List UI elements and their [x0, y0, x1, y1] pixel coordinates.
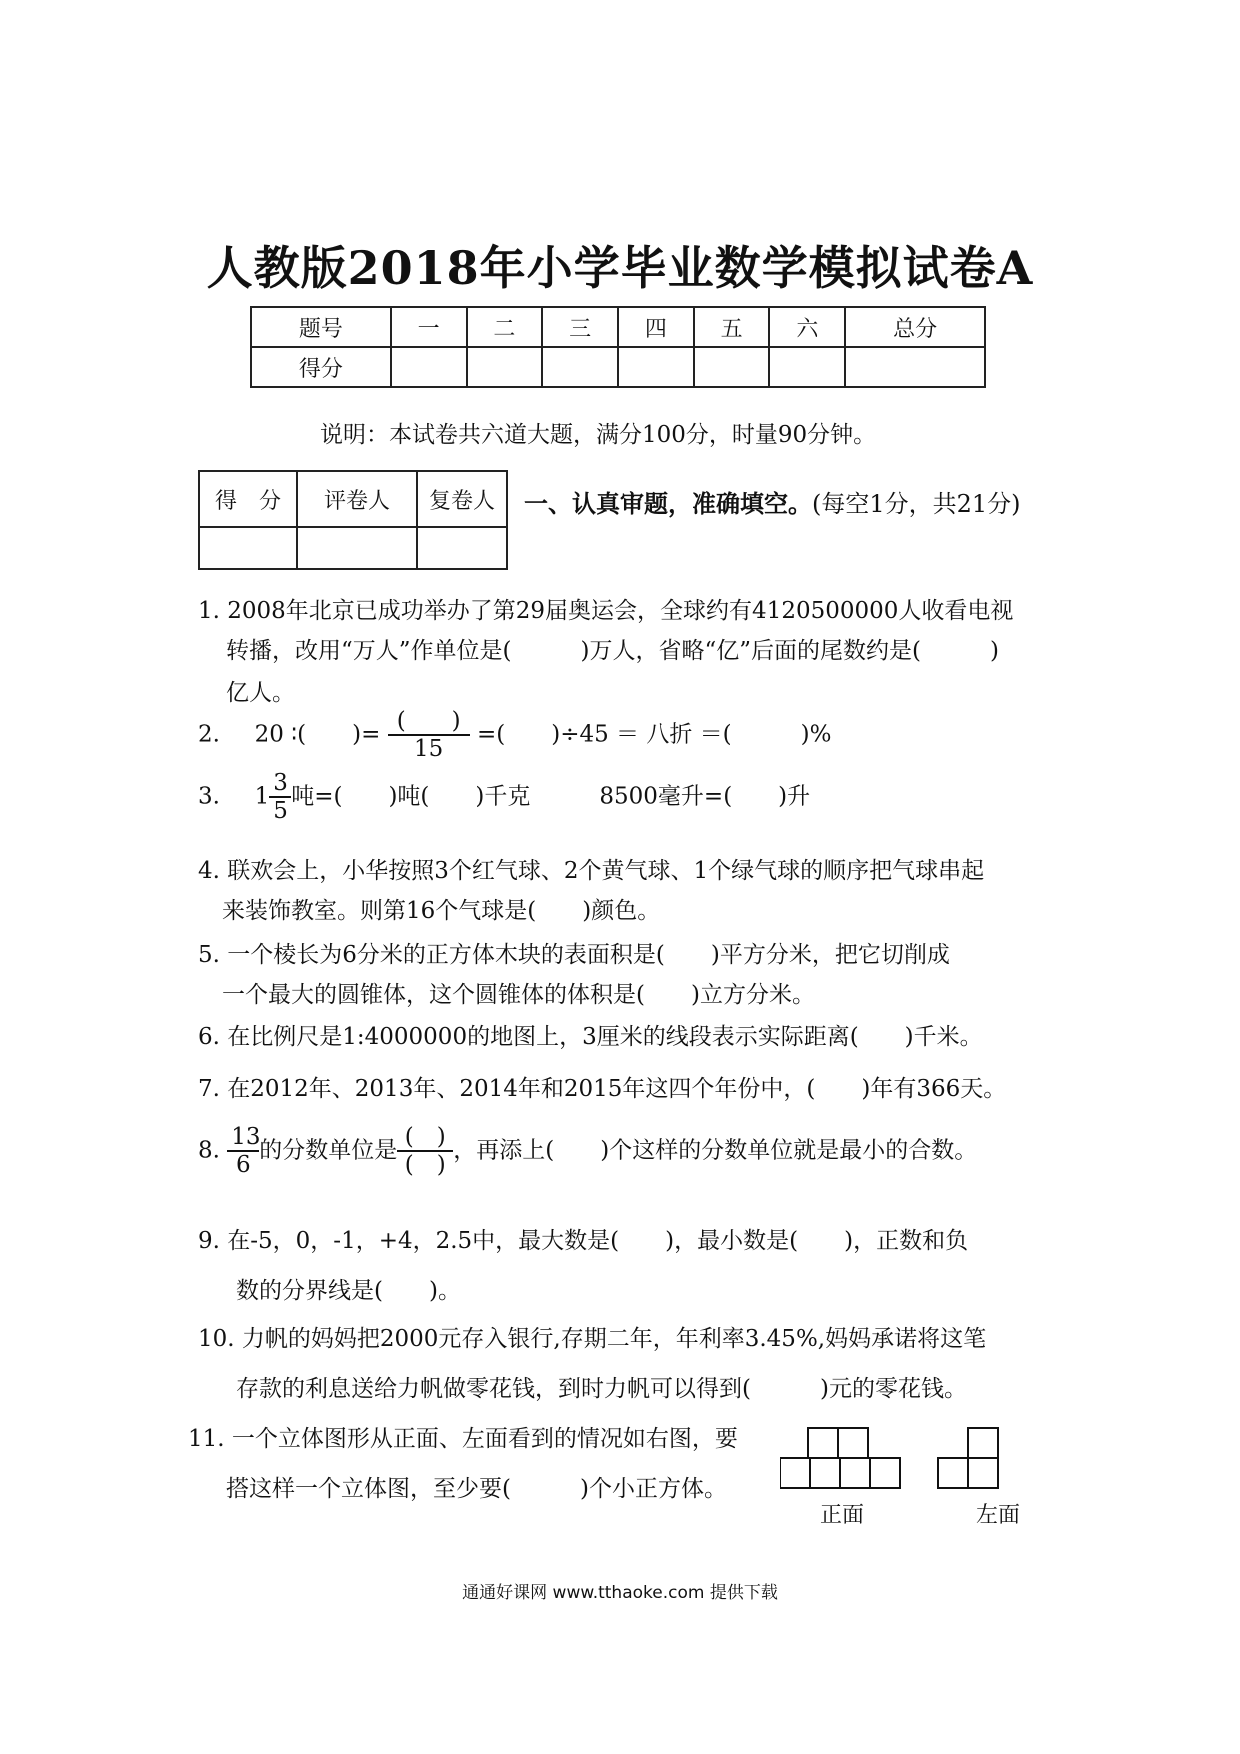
front-view-cube [870, 1458, 900, 1488]
question-9-line-1: 9. 在-5，0，-1，+4，2.5中，最大数是( )，最小数是( )，正数和负 [198, 1228, 969, 1254]
question-11-line-2: 搭这样一个立体图，至少要( )个小正方体。 [226, 1476, 727, 1502]
left-view [938, 1428, 998, 1488]
question-2-fraction [388, 708, 470, 763]
question-3-number: 3. [198, 783, 220, 810]
fraction-denominator: 5 [273, 798, 288, 825]
score-header-cell: 三 [542, 307, 618, 347]
page-title: 人教版2018年小学毕业数学模拟试卷A [206, 241, 1034, 295]
question-2-part-a: 20 ∶( )= [254, 721, 381, 748]
fraction-denominator: ( ) [404, 1152, 446, 1179]
left-view-cube [938, 1458, 968, 1488]
fraction-numerator: ( ) [397, 1124, 453, 1152]
grader-table [198, 470, 508, 570]
grader-cell[interactable] [199, 527, 297, 569]
question-8-mid: 的分数单位是 [259, 1137, 398, 1164]
front-view-cube [780, 1458, 810, 1488]
score-cell[interactable] [845, 347, 985, 387]
question-9-line-2: 数的分界线是( )。 [236, 1278, 461, 1304]
question-1-line-2: 转播，改用“万人”作单位是( )万人，省略“亿”后面的尾数约是( ) [226, 638, 999, 664]
score-header-cell: 总分 [845, 307, 985, 347]
grader-cell[interactable] [417, 527, 507, 569]
question-2 [198, 708, 831, 763]
grader-header-cell: 复卷人 [417, 471, 507, 527]
grader-table-header-row [199, 471, 507, 527]
left-view-label: 左面 [976, 1503, 1021, 1528]
question-1-line-1: 1. 2008年北京已成功举办了第29届奥运会，全球约有4120500000人收看电视 [198, 598, 1014, 624]
question-10-line-2: 存款的利息送给力帆做零花钱，到时力帆可以得到( )元的零花钱。 [236, 1376, 967, 1402]
question-5-line-2: 一个最大的圆锥体，这个圆锥体的体积是( )立方分米。 [222, 982, 815, 1008]
grader-header-cell: 得 分 [199, 471, 297, 527]
question-8-rest: ，再添上( )个这样的分数单位就是最小的合数。 [453, 1137, 978, 1164]
question-6: 6. 在比例尺是1:4000000的地图上，3厘米的线段表示实际距离( )千米。 [198, 1024, 983, 1050]
question-1-line-3: 亿人。 [226, 680, 295, 706]
question-3-rest: 吨=( )吨( )千克 8500毫升=( )升 [291, 783, 811, 810]
grader-table-input-row [199, 527, 507, 569]
score-cell[interactable] [391, 347, 467, 387]
question-8 [198, 1124, 977, 1179]
score-cell[interactable] [542, 347, 618, 387]
question-5-line-1: 5. 一个棱长为6分米的正方体木块的表面积是( )平方分米，把它切削成 [198, 942, 950, 968]
section-1-title [524, 484, 1021, 519]
question-8-number: 8. [198, 1137, 220, 1164]
score-table-header-row [251, 307, 985, 347]
score-header-cell: 六 [769, 307, 845, 347]
question-11-line-1: 11. 一个立体图形从正面、左面看到的情况如右图，要 [188, 1426, 738, 1452]
fraction-denominator: 6 [235, 1152, 251, 1179]
score-cell[interactable] [694, 347, 770, 387]
section-1-title-bold: 一、认真审题，准确填空。 [524, 490, 812, 518]
question-7: 7. 在2012年、2013年、2014年和2015年这四个年份中，( )年有366天。 [198, 1076, 1007, 1102]
question-8-blank-fraction [397, 1124, 453, 1179]
front-view-cube [810, 1458, 840, 1488]
front-view-cube [840, 1458, 870, 1488]
fraction-denominator: 15 [414, 736, 444, 763]
section-1-title-points: (每空1分，共21分) [812, 490, 1021, 518]
grader-cell[interactable] [297, 527, 417, 569]
score-cell[interactable] [618, 347, 694, 387]
page-footer: 通通好课网 www.tthaoke.com 提供下载 [462, 1583, 778, 1603]
score-cell[interactable] [769, 347, 845, 387]
question-8-fraction [227, 1124, 259, 1179]
score-header-cell: 四 [618, 307, 694, 347]
question-3-fraction [269, 770, 291, 825]
question-10-line-1: 10. 力帆的妈妈把2000元存入银行,存期二年，年利率3.45%,妈妈承诺将这笔 [198, 1326, 987, 1352]
fraction-numerator: ( ) [388, 708, 470, 736]
question-4-line-2: 来装饰教室。则第16个气球是( )颜色。 [222, 898, 661, 924]
front-view-cube [808, 1428, 838, 1458]
question-4-line-1: 4. 联欢会上，小华按照3个红气球、2个黄气球、1个绿气球的顺序把气球串起 [198, 858, 985, 884]
exam-note: 说明：本试卷共六道大题，满分100分，时量90分钟。 [320, 422, 877, 448]
front-view-cube [838, 1428, 868, 1458]
score-header-cell: 二 [467, 307, 543, 347]
score-header-cell: 题号 [251, 307, 391, 347]
front-view-label: 正面 [820, 1503, 865, 1528]
fraction-numerator: 13 [227, 1124, 259, 1152]
score-header-cell: 一 [391, 307, 467, 347]
grader-header-cell: 评卷人 [297, 471, 417, 527]
score-table-score-row [251, 347, 985, 387]
left-view-cube [968, 1458, 998, 1488]
question-3 [198, 770, 810, 825]
score-cell[interactable] [467, 347, 543, 387]
question-2-number: 2. [198, 721, 220, 748]
front-view [780, 1428, 900, 1488]
left-view-cube [968, 1428, 998, 1458]
fraction-numerator: 3 [269, 770, 291, 798]
question-3-mixed-whole: 1 [254, 783, 270, 810]
question-2-part-b: =( )÷45 ＝ 八折 ＝( )% [476, 721, 832, 748]
score-row-label: 得分 [251, 347, 391, 387]
score-table [250, 306, 986, 388]
score-header-cell: 五 [694, 307, 770, 347]
